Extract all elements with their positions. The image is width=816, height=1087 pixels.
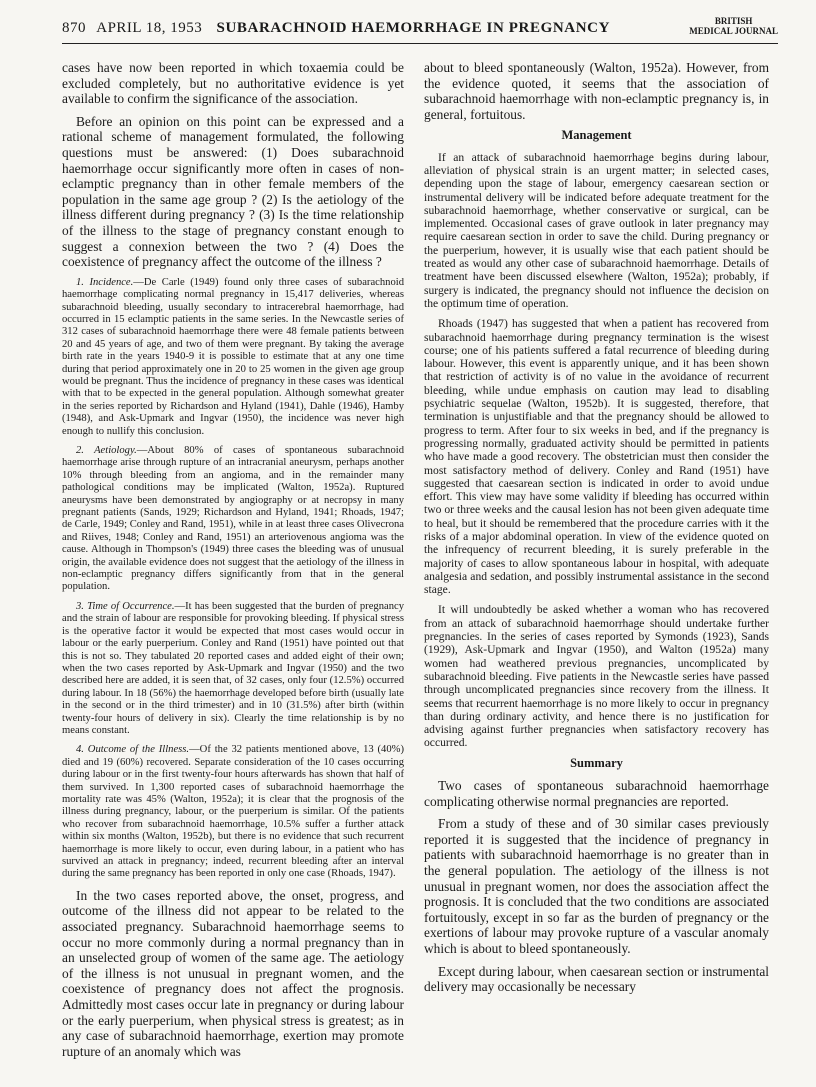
time-label: 3. Time of Occurrence.	[76, 600, 175, 612]
time-text: —It has been suggested that the burden of pregnancy and the strain of labour are responsible for provoking bleeding. If physical stress is the operative factor it would be expected that most cases would occur in labour or the early puerperium. Conley and Rand (1951) have pointed out that this is not so. They tabulated 20 reported cases and added eight of their own; when the two cases reported by Ask-Upmark and Ingvar (1950) and the two described here are added, it is seen that, of 32 cases, only four (12.5%) occurred during labour. In 18 (56%) the haemorrhage developed before birth (usually late in the second or in the third trimester) and in 10 (31.5%) after birth (within twenty-four hours of delivery in six). Clearly the time relationship is by no means constant.	[62, 600, 404, 736]
aetiology-label: 2. Aetiology.	[76, 445, 137, 456]
journal-line-1: BRITISH	[714, 16, 753, 26]
page-number: 870	[62, 20, 86, 36]
paragraph-summary-2: From a study of these and of 30 similar cases previously reported it is suggested that the incidence of pregnancy in patients with subarachnoid haemorrhage is no greater than in the general population. The aetiology of the illness is not unusual in pregnant women, nor does the association affect the prognosis. It is concluded that the two conditions are associated fortuitously, except in so far as the burden of pregnancy or the exertions of labour may provoke rupture of a vascular anomaly which is about to bleed spontaneously.	[424, 816, 769, 956]
paragraph-time-of-occurrence	[62, 601, 404, 737]
paragraph-incidence	[62, 277, 404, 438]
paragraph-aetiology	[62, 445, 404, 594]
paragraph-questions: Before an opinion on this point can be expressed and a rational scheme of management formulated, the following questions must be answered: (1) Does subarachnoid haemorrhage occur significantly more often in cases of non-eclamptic pregnancy than in other female members of the population in the same age group ? (2) Is the aetiology of the illness different during pregnancy ? (3) Is the time relationship of the illness to the stage of pregnancy constant enough to suggest a connexion between the two ? (4) Does the coexistence of pregnancy affect the outcome of the illness ?	[62, 113, 404, 270]
paragraph-continuation: cases have now been reported in which toxaemia could be excluded completely, but no authoritative evidence is yet available to confirm the significance of the association.	[62, 60, 404, 107]
running-title: SUBARACHNOID HAEMORRHAGE IN PREGNANCY	[216, 20, 610, 36]
incidence-text: —De Carle (1949) found only three cases of subarachnoid haemorrhage complicating normal pregnancy in 15,417 deliveries, whereas subarachnoid bleeding, usually secondary to intracerebral haemorrhage, had occurred in 15 eclamptic patients in the same series. In the Newcastle series of 312 cases of subarachnoid haemorrhage there were 48 female patients between 20 and 45 years of age, and two of them were pregnant. By taking the average birth rate in the years 1940-9 it is possible to estimate that at any one time during that period approximately one in 20 to 25 women in the given age group would be pregnant. Thus the incidence of pregnancy in these cases was identical with that to be expected in the general population. Although somewhat greater in the series reported by Richardson and Hyland (1941), Dahle (1946), Hamby (1948), and Ask-Upmark and Ingvar (1950), the incidence was never high enough to nullify this conclusion.	[62, 276, 404, 437]
paragraph-fortuitous: about to bleed spontaneously (Walton, 1952a). However, from the evidence quoted, it seems that the association of subarachnoid haemorrhage with non-eclamptic pregnancy is, in general, fortuitous.	[424, 60, 769, 122]
page-header	[62, 10, 778, 46]
paragraph-outcome	[62, 744, 404, 880]
right-column	[424, 60, 769, 1002]
header-left	[62, 20, 610, 37]
paragraph-summary-3: Except during labour, when caesarean section or instrumental delivery may occasionally be necessary	[424, 963, 769, 995]
incidence-label: 1. Incidence.	[76, 276, 134, 288]
paragraph-summary-1: Two cases of spontaneous subarachnoid haemorrhage complicating otherwise normal pregnancies are reported.	[424, 778, 769, 809]
left-column	[62, 60, 404, 1066]
aetiology-text: —About 80% of cases of spontaneous subarachnoid haemorrhage arise through rupture of an intracranial aneurysm, perhaps another 10% through bleeding from an angioma, and in the remainder many pathological conditions may be implicated (Walton, 1952a). Ruptured aneurysms have been demonstrated by angiography or at necropsy in many pregnant patients (Sands, 1929; Richardson and Hyland, 1941; Rhoads, 1947; de Carle, 1949; Conley and Rand, 1951), while in at least three cases Olivecrona and Riives, 1948; Conley and Rand, 1951) an arteriovenous angioma was the cause. Although in Thompson's (1949) three cases the bleeding was of unusual origin, the available evidence does not suggest that the aetiology of the illness in non-eclamptic pregnancy differs significantly from that in the general population.	[62, 445, 404, 593]
outcome-text: —Of the 32 patients mentioned above, 13 (40%) died and 19 (60%) recovered. Separate consideration of the 10 cases occurring during labour or in the first twenty-four hours afterwards has shown that half of them survived. In 1,300 reported cases of subarachnoid haemorrhage the mortality rate was 45% (Walton, 1952a); it is clear that the prognosis of the illness during pregnancy, labour, or the puerperium is similar. Of the patients who recover from subarachnoid haemorrhage, 10.5% suffer a further attack within six months (Walton, 1952b), but there is no evidence that such recurrent haemorrhage is more likely to occur, even during labour, in a patient who has survived an attack in pregnancy; indeed, recurrent bleeding after an interval during the same pregnancy has been reported in only one case (Rhoads, 1947).	[62, 744, 404, 880]
heading-management: Management	[561, 128, 632, 143]
journal-line-2: MEDICAL JOURNAL	[689, 26, 778, 36]
paragraph-management-1: If an attack of subarachnoid haemorrhage begins during labour, alleviation of physical strain is an urgent matter; in selected cases, depending upon the stage of labour, emergency caesarean section or instrumental delivery will be indicated before adequate treatment for the subarachnoid haemorrhage, whether conservative or surgical, can be implemented. Occasional cases of grave outlook in later pregnancy may require caesarean section in order to save the child. During pregnancy or the puerperium, however, it is usually wise that each patient should be treated as would any other case of subarachnoid haemorrhage. Details of treatment have been discussed elsewhere (Walton, 1952a); probably, if surgery is indicated, the pregnancy should not influence the decision on the optimum time of operation.	[424, 150, 769, 310]
issue-date: APRIL 18, 1953	[96, 20, 203, 36]
paragraph-two-cases: In the two cases reported above, the onset, progress, and outcome of the illness did not appear to be related to the associated pregnancy. Subarachnoid haemorrhage seems to occur no more commonly during a normal pregnancy than in an unselected group of women of the same age. The aetiology of the illness is not unusual in pregnant women, and the coexistence of pregnancy does not affect the prognosis. Admittedly most cases occur late in pregnancy or during labour or the early puerperium, when physical stress is greatest; as in any case of subarachnoid haemorrhage, exertion may promote rupture of an anomaly which was	[62, 887, 404, 1059]
paragraph-management-2: Rhoads (1947) has suggested that when a patient has recovered from subarachnoid haemorrhage during pregnancy termination is the wisest course; one of his patients suffered a fatal recurrence of bleeding during labour. However, this event is apparently unique, and it has been shown that restriction of activity is of no value in the avoidance of recurrent bleeding, while undue emphasis on caution may lead to disabling psychiatric sequelae (Walton, 1952b). It is suggested, therefore, that termination is unjustifiable and that the pregnancy should be allowed to progress to term. After four to six weeks in bed, and if the pregnancy is progressing normally, graduated activity should be permitted in patients who have made a good recovery. The obstetrician must then consider the most satisfactory method of delivery. Conley and Rand (1951) have suggested that caesarean section is indicated in order to avoid undue effort. This view may have some validity if bleeding has occurred within two or three weeks and the causal lesion has not been given adequate time to heal, but it should be remembered that the procedure carries with it the risks of a major abdominal operation. In view of the evidence quoted on the infrequency of recurrent bleeding, it is surely preferable in the majority of cases to allow spontaneous labour in hospital, with adequate analgesia and sedation, and possibly instrumental assistance in the second stage.	[424, 317, 769, 597]
heading-summary: Summary	[570, 755, 623, 770]
paragraph-management-3: It will undoubtedly be asked whether a woman who has recovered from an attack of subarachnoid haemorrhage should undertake further pregnancies. In the series of cases reported by Symonds (1923), Sands (1929), Ask-Upmark and Ingvar (1950), and Walton (1952a) many women had weathered previous pregnancies, uncomplicated by subarachnoid bleeding. Five patients in the Newcastle series have passed through uncomplicated pregnancies since recovery from the illness. It seems that recurrent haemorrhage is no more likely to occur in pregnancy than during ordinary activity, and hence there is no justification for advising against further pregnancies when satisfactory recovery has occurred.	[424, 603, 769, 750]
outcome-label: 4. Outcome of the Illness.	[76, 744, 190, 756]
header-rule	[62, 43, 778, 44]
journal-name	[689, 16, 778, 36]
